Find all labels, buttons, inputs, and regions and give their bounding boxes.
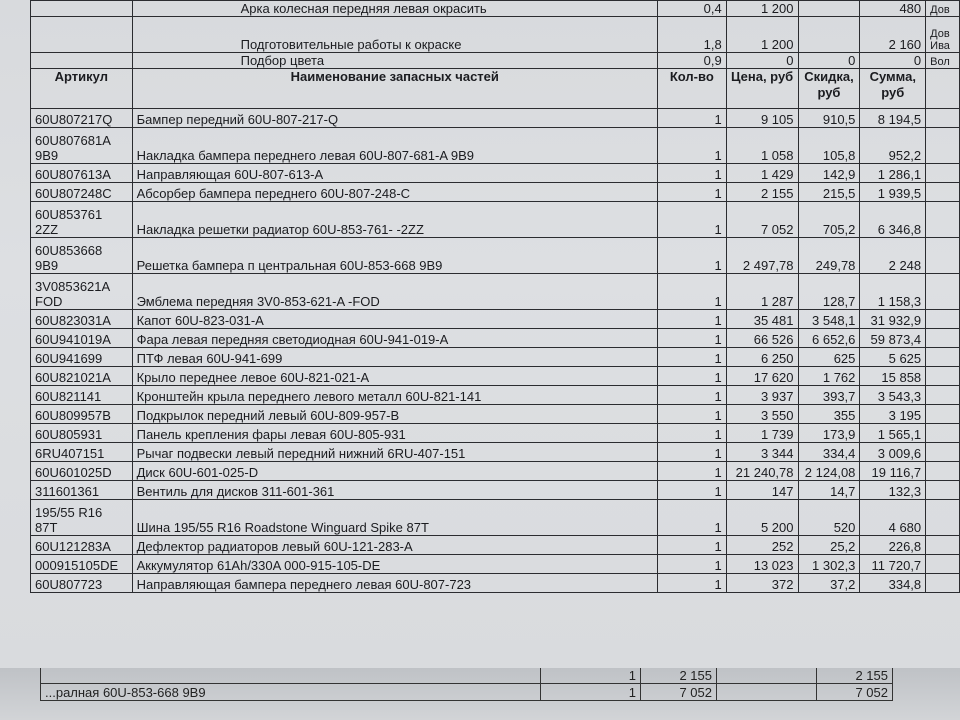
price-cell: 66 526 [726,329,798,348]
extra-cell [926,109,960,128]
labour-extra: Дов Ива [926,17,960,53]
discount-cell: 1 302,3 [798,555,860,574]
discount-cell: 14,7 [798,481,860,500]
table-row [31,310,960,329]
header-extra [926,69,960,109]
header-name: Наименование запасных частей [132,69,657,109]
article-cell: 60U807248C [31,183,133,202]
article-cell: 60U121283A [31,536,133,555]
qty-cell: 1 [657,183,726,202]
name-cell: Направляющая бампера переднего левая 60U-807-723 [132,574,657,593]
table-row [31,424,960,443]
qty-cell: 1 [657,386,726,405]
table-row [31,274,960,310]
table-row [31,536,960,555]
name-cell: Фара левая передняя светодиодная 60U-941-019-A [132,329,657,348]
discount-cell: 173,9 [798,424,860,443]
labour-price: 1 200 [726,1,798,17]
underlying-blank [717,668,817,684]
extra-cell [926,386,960,405]
table-row [31,202,960,238]
name-cell: Направляющая 60U-807-613-A [132,164,657,183]
article-cell: 60U853668 9B9 [31,238,133,274]
labour-extra: Дов [926,1,960,17]
qty-cell: 1 [657,500,726,536]
underlying-price: 2 155 [641,668,717,684]
qty-cell: 1 [657,128,726,164]
header-article: Артикул [31,69,133,109]
sum-cell: 952,2 [860,128,926,164]
sum-cell: 31 932,9 [860,310,926,329]
discount-cell: 625 [798,348,860,367]
extra-cell [926,128,960,164]
labour-article [31,1,133,17]
sum-cell: 15 858 [860,367,926,386]
price-cell: 35 481 [726,310,798,329]
article-cell: 195/55 R16 87T [31,500,133,536]
discount-cell: 910,5 [798,109,860,128]
qty-cell: 1 [657,109,726,128]
table-row [31,555,960,574]
name-cell: Шина 195/55 R16 Roadstone Winguard Spike 87T [132,500,657,536]
table-row [31,386,960,405]
table-row [31,329,960,348]
discount-cell: 334,4 [798,443,860,462]
price-cell: 147 [726,481,798,500]
labour-sum: 2 160 [860,17,926,53]
price-cell: 3 344 [726,443,798,462]
price-cell: 2 155 [726,183,798,202]
price-cell: 17 620 [726,367,798,386]
discount-cell: 142,9 [798,164,860,183]
name-cell: Абсорбер бампера переднего 60U-807-248-C [132,183,657,202]
parts-table [30,0,960,593]
sum-cell: 6 346,8 [860,202,926,238]
extra-cell [926,183,960,202]
labour-name: Подготовительные работы к окраске [132,17,657,53]
name-cell: Накладка решетки радиатор 60U-853-761- -2ZZ [132,202,657,238]
extra-cell [926,481,960,500]
price-cell: 9 105 [726,109,798,128]
price-cell: 13 023 [726,555,798,574]
discount-cell: 520 [798,500,860,536]
qty-cell: 1 [657,238,726,274]
underlying-qty: 1 [541,668,641,684]
extra-cell [926,536,960,555]
table-row [31,481,960,500]
qty-cell: 1 [657,164,726,183]
sum-cell: 3 009,6 [860,443,926,462]
price-cell: 1 287 [726,274,798,310]
price-cell: 372 [726,574,798,593]
qty-cell: 1 [657,329,726,348]
underlying-sum: 7 052 [817,684,893,701]
article-cell: 000915105DE [31,555,133,574]
name-cell: Кронштейн крыла переднего левого металл 60U-821-141 [132,386,657,405]
extra-cell [926,348,960,367]
underlying-name [41,668,541,684]
labour-name: Подбор цвета [132,53,657,69]
qty-cell: 1 [657,202,726,238]
article-cell: 60U807681A 9B9 [31,128,133,164]
labour-article [31,53,133,69]
underlying-name: ...ралная 60U-853-668 9B9 [41,684,541,701]
table-row [31,574,960,593]
header-row [31,69,960,109]
table-row [31,348,960,367]
discount-cell: 3 548,1 [798,310,860,329]
article-cell: 60U601025D [31,462,133,481]
qty-cell: 1 [657,274,726,310]
table-row [31,128,960,164]
article-cell: 6RU407151 [31,443,133,462]
article-cell: 311601361 [31,481,133,500]
underlying-row [41,668,893,684]
article-cell: 60U807217Q [31,109,133,128]
header-qty: Кол-во [657,69,726,109]
labour-sum: 480 [860,1,926,17]
extra-cell [926,329,960,348]
discount-cell: 705,2 [798,202,860,238]
discount-cell: 25,2 [798,536,860,555]
sum-cell: 2 248 [860,238,926,274]
name-cell: Рычаг подвески левый передний нижний 6RU-407-151 [132,443,657,462]
underlying-blank [717,684,817,701]
qty-cell: 1 [657,574,726,593]
price-cell: 2 497,78 [726,238,798,274]
sum-cell: 3 543,3 [860,386,926,405]
underlying-qty: 1 [541,684,641,701]
name-cell: Панель крепления фары левая 60U-805-931 [132,424,657,443]
sum-cell: 5 625 [860,348,926,367]
price-cell: 1 058 [726,128,798,164]
sum-cell: 19 116,7 [860,462,926,481]
header-price: Цена, руб [726,69,798,109]
discount-cell: 393,7 [798,386,860,405]
labour-discount [798,1,860,17]
discount-cell: 215,5 [798,183,860,202]
article-cell: 60U853761 2ZZ [31,202,133,238]
qty-cell: 1 [657,310,726,329]
labour-extra: Вол [926,53,960,69]
price-cell: 7 052 [726,202,798,238]
sum-cell: 1 939,5 [860,183,926,202]
article-cell: 60U941019A [31,329,133,348]
sum-cell: 11 720,7 [860,555,926,574]
parts-rows [31,109,960,593]
sum-cell: 1 565,1 [860,424,926,443]
sum-cell: 8 194,5 [860,109,926,128]
name-cell: Решетка бампера п центральная 60U-853-668 9B9 [132,238,657,274]
extra-cell [926,202,960,238]
table-row [31,183,960,202]
table-row [31,500,960,536]
price-cell: 3 550 [726,405,798,424]
article-cell: 60U941699 [31,348,133,367]
sum-cell: 226,8 [860,536,926,555]
underlying-table [40,668,893,701]
name-cell: Крыло переднее левое 60U-821-021-A [132,367,657,386]
extra-cell [926,462,960,481]
price-cell: 3 937 [726,386,798,405]
table-row [31,443,960,462]
labour-row [31,17,960,53]
labour-qty: 0,9 [657,53,726,69]
article-cell: 3V0853621A FOD [31,274,133,310]
labour-rows [31,1,960,69]
qty-cell: 1 [657,348,726,367]
name-cell: Вентиль для дисков 311-601-361 [132,481,657,500]
article-cell: 60U809957B [31,405,133,424]
sum-cell: 132,3 [860,481,926,500]
name-cell: Накладка бампера переднего левая 60U-807-681-A 9B9 [132,128,657,164]
article-cell: 60U805931 [31,424,133,443]
article-cell: 60U821021A [31,367,133,386]
extra-cell [926,405,960,424]
article-cell: 60U807723 [31,574,133,593]
name-cell: ПТФ левая 60U-941-699 [132,348,657,367]
table-row [31,462,960,481]
extra-cell [926,238,960,274]
header-sum: Сумма, руб [860,69,926,109]
discount-cell: 2 124,08 [798,462,860,481]
extra-cell [926,310,960,329]
extra-cell [926,274,960,310]
qty-cell: 1 [657,405,726,424]
table-row [31,109,960,128]
article-cell: 60U807613A [31,164,133,183]
qty-cell: 1 [657,536,726,555]
sum-cell: 334,8 [860,574,926,593]
qty-cell: 1 [657,367,726,386]
labour-qty: 1,8 [657,17,726,53]
qty-cell: 1 [657,481,726,500]
price-cell: 21 240,78 [726,462,798,481]
article-cell: 60U823031A [31,310,133,329]
price-cell: 1 429 [726,164,798,183]
discount-cell: 355 [798,405,860,424]
labour-price: 1 200 [726,17,798,53]
table-row [31,367,960,386]
labour-name: Арка колесная передняя левая окрасить [132,1,657,17]
underlying-page [0,668,960,720]
name-cell: Подкрылок передний левый 60U-809-957-B [132,405,657,424]
labour-row [31,1,960,17]
name-cell: Дефлектор радиаторов левый 60U-121-283-A [132,536,657,555]
extra-cell [926,574,960,593]
name-cell: Бампер передний 60U-807-217-Q [132,109,657,128]
name-cell: Диск 60U-601-025-D [132,462,657,481]
name-cell: Капот 60U-823-031-A [132,310,657,329]
underlying-price: 7 052 [641,684,717,701]
extra-cell [926,164,960,183]
price-cell: 6 250 [726,348,798,367]
sum-cell: 1 286,1 [860,164,926,183]
qty-cell: 1 [657,462,726,481]
labour-article [31,17,133,53]
extra-cell [926,443,960,462]
price-cell: 252 [726,536,798,555]
extra-cell [926,367,960,386]
sum-cell: 59 873,4 [860,329,926,348]
table-row [31,164,960,183]
price-cell: 1 739 [726,424,798,443]
underlying-sum: 2 155 [817,668,893,684]
discount-cell: 6 652,6 [798,329,860,348]
labour-row [31,53,960,69]
discount-cell: 37,2 [798,574,860,593]
labour-qty: 0,4 [657,1,726,17]
labour-sum: 0 [860,53,926,69]
discount-cell: 1 762 [798,367,860,386]
extra-cell [926,424,960,443]
name-cell: Аккумулятор 61Ah/330A 000-915-105-DE [132,555,657,574]
sum-cell: 1 158,3 [860,274,926,310]
article-cell: 60U821141 [31,386,133,405]
discount-cell: 105,8 [798,128,860,164]
sum-cell: 3 195 [860,405,926,424]
underlying-row [41,684,893,701]
extra-cell [926,555,960,574]
labour-discount [798,17,860,53]
price-cell: 5 200 [726,500,798,536]
header-discount: Скидка, руб [798,69,860,109]
name-cell: Эмблема передняя 3V0-853-621-A -FOD [132,274,657,310]
qty-cell: 1 [657,424,726,443]
discount-cell: 128,7 [798,274,860,310]
table-row [31,405,960,424]
table-row [31,238,960,274]
labour-price: 0 [726,53,798,69]
sum-cell: 4 680 [860,500,926,536]
labour-discount: 0 [798,53,860,69]
qty-cell: 1 [657,443,726,462]
extra-cell [926,500,960,536]
discount-cell: 249,78 [798,238,860,274]
qty-cell: 1 [657,555,726,574]
